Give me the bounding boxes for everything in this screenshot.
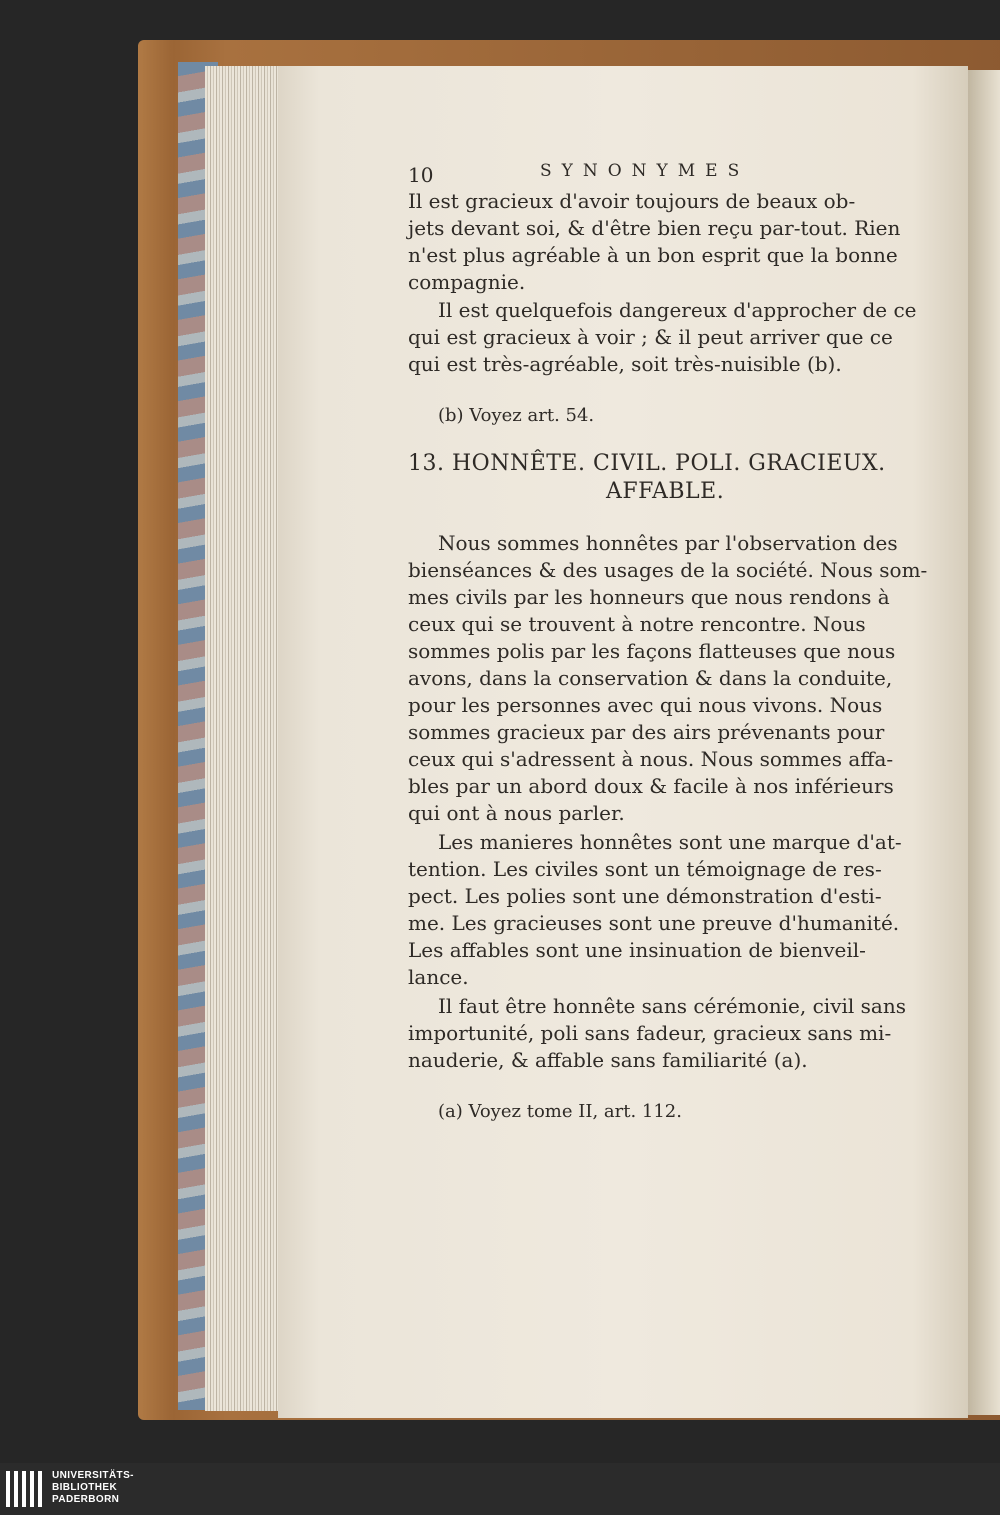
text-line: Il est gracieux d'avoir toujours de beaux ob- [408,189,856,213]
text-line: jets devant soi, & d'être bien reçu par-tout. Rien [408,216,901,240]
library-name-line3: PADERBORN [52,1494,120,1505]
text-line: avons, dans la conservation & dans la conduite, [408,666,893,690]
footnote-a: (a) Voyez tome II, art. 112. [438,1101,682,1122]
text-line: bienséances & des usages de la société. Nous som- [408,558,928,582]
article-heading-cont: AFFABLE. [606,479,725,504]
text-line: qui ont à nous parler. [408,801,625,825]
text-line: Les affables sont une insinuation de bienveil- [408,938,866,962]
text-line: sommes polis par les façons flatteuses que nous [408,639,896,663]
footnote-b: (b) Voyez art. 54. [438,405,595,426]
text-line: mes civils par les honneurs que nous rendons à [408,585,890,609]
text-line: compagnie. [408,270,526,294]
text-line: pect. Les polies sont une démonstration d'esti- [408,884,882,908]
text-line: me. Les gracieuses sont une preuve d'humanité. [408,911,900,935]
text-line: Nous sommes honnêtes par l'observation des [438,531,898,555]
library-name-line2: BIBLIOTHEK [52,1482,118,1493]
running-head: SYNONYMES [540,161,750,181]
library-logo-icon [6,1471,44,1507]
text-line: Il faut être honnête sans cérémonie, civil sans [438,994,906,1018]
text-line: Il est quelquefois dangereux d'approcher de ce [438,298,917,322]
facing-page-edge [965,70,1000,1415]
text-line: importunité, poli sans fadeur, gracieux sans mi- [408,1021,892,1045]
text-line: n'est plus agréable à un bon esprit que la bonne [408,243,898,267]
article-heading: 13. HONNÊTE. CIVIL. POLI. GRACIEUX. [408,451,886,476]
library-name-line1: UNIVERSITÄTS- [52,1470,134,1481]
text-line: bles par un abord doux & facile à nos inférieurs [408,774,894,798]
text-line: Les manieres honnêtes sont une marque d'at- [438,830,902,854]
page-edges [205,66,283,1411]
text-line: sommes gracieux par des airs prévenants pour [408,720,885,744]
text-line: ceux qui s'adressent à nous. Nous sommes affa- [408,747,894,771]
library-footer [0,1463,1000,1515]
text-line: nauderie, & affable sans familiarité (a). [408,1048,808,1072]
text-line: qui est gracieux à voir ; & il peut arriver que ce [408,325,893,349]
text-line: ceux qui se trouvent à notre rencontre. Nous [408,612,866,636]
text-line: qui est très-agréable, soit très-nuisible (b). [408,352,842,376]
text-line: tention. Les civiles sont un témoignage de res- [408,857,882,881]
page-number: 10 [408,163,434,187]
text-line: lance. [408,965,469,989]
text-line: pour les personnes avec qui nous vivons. Nous [408,693,883,717]
